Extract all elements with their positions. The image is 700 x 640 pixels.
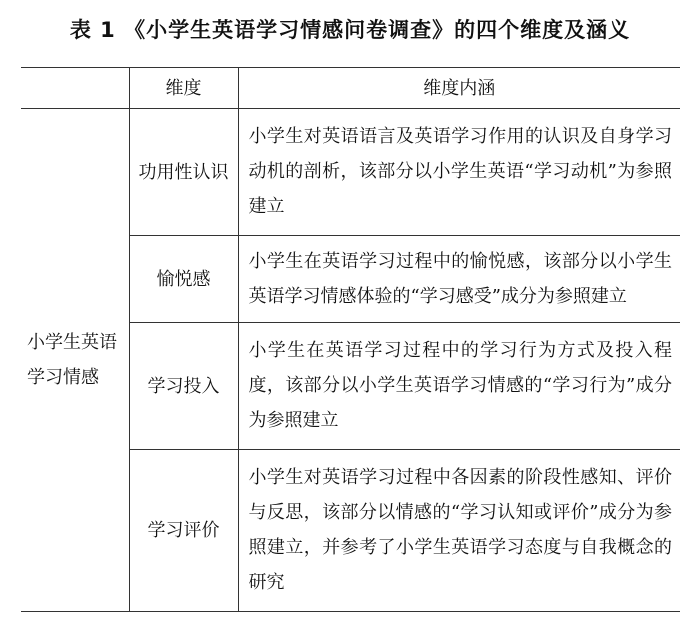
meaning-cell: 小学生对英语语言及英语学习作用的认识及自身学习动机的剖析，该部分以小学生英语“学习动机”为参照建立: [238, 109, 680, 236]
group-label-cell: 小学生英语学习情感: [21, 109, 129, 612]
meaning-cell: 小学生对英语学习过程中各因素的阶段性感知、评价与反思，该部分以情感的“学习认知或评价”成分为参照建立，并参考了小学生英语学习态度与自我概念的研究: [238, 450, 680, 612]
table-caption: 表 1 《小学生英语学习情感问卷调查》的四个维度及涵义: [69, 18, 631, 42]
dimensions-table: [21, 67, 680, 612]
table-row: [21, 109, 680, 236]
header-row: [21, 68, 680, 109]
dimension-cell: 学习评价: [129, 450, 238, 612]
dimension-cell: 愉悦感: [129, 236, 238, 323]
header-cell-blank: [21, 68, 129, 109]
meaning-cell: 小学生在英语学习过程中的愉悦感，该部分以小学生英语学习情感体验的“学习感受”成分为参照建立: [238, 236, 680, 323]
header-cell-dimension: 维度: [129, 68, 238, 109]
meaning-cell: 小学生在英语学习过程中的学习行为方式及投入程度，该部分以小学生英语学习情感的“学习行为”成分为参照建立: [238, 323, 680, 450]
header-cell-meaning: 维度内涵: [238, 68, 680, 109]
dimension-cell: 学习投入: [129, 323, 238, 450]
dimension-cell: 功用性认识: [129, 109, 238, 236]
